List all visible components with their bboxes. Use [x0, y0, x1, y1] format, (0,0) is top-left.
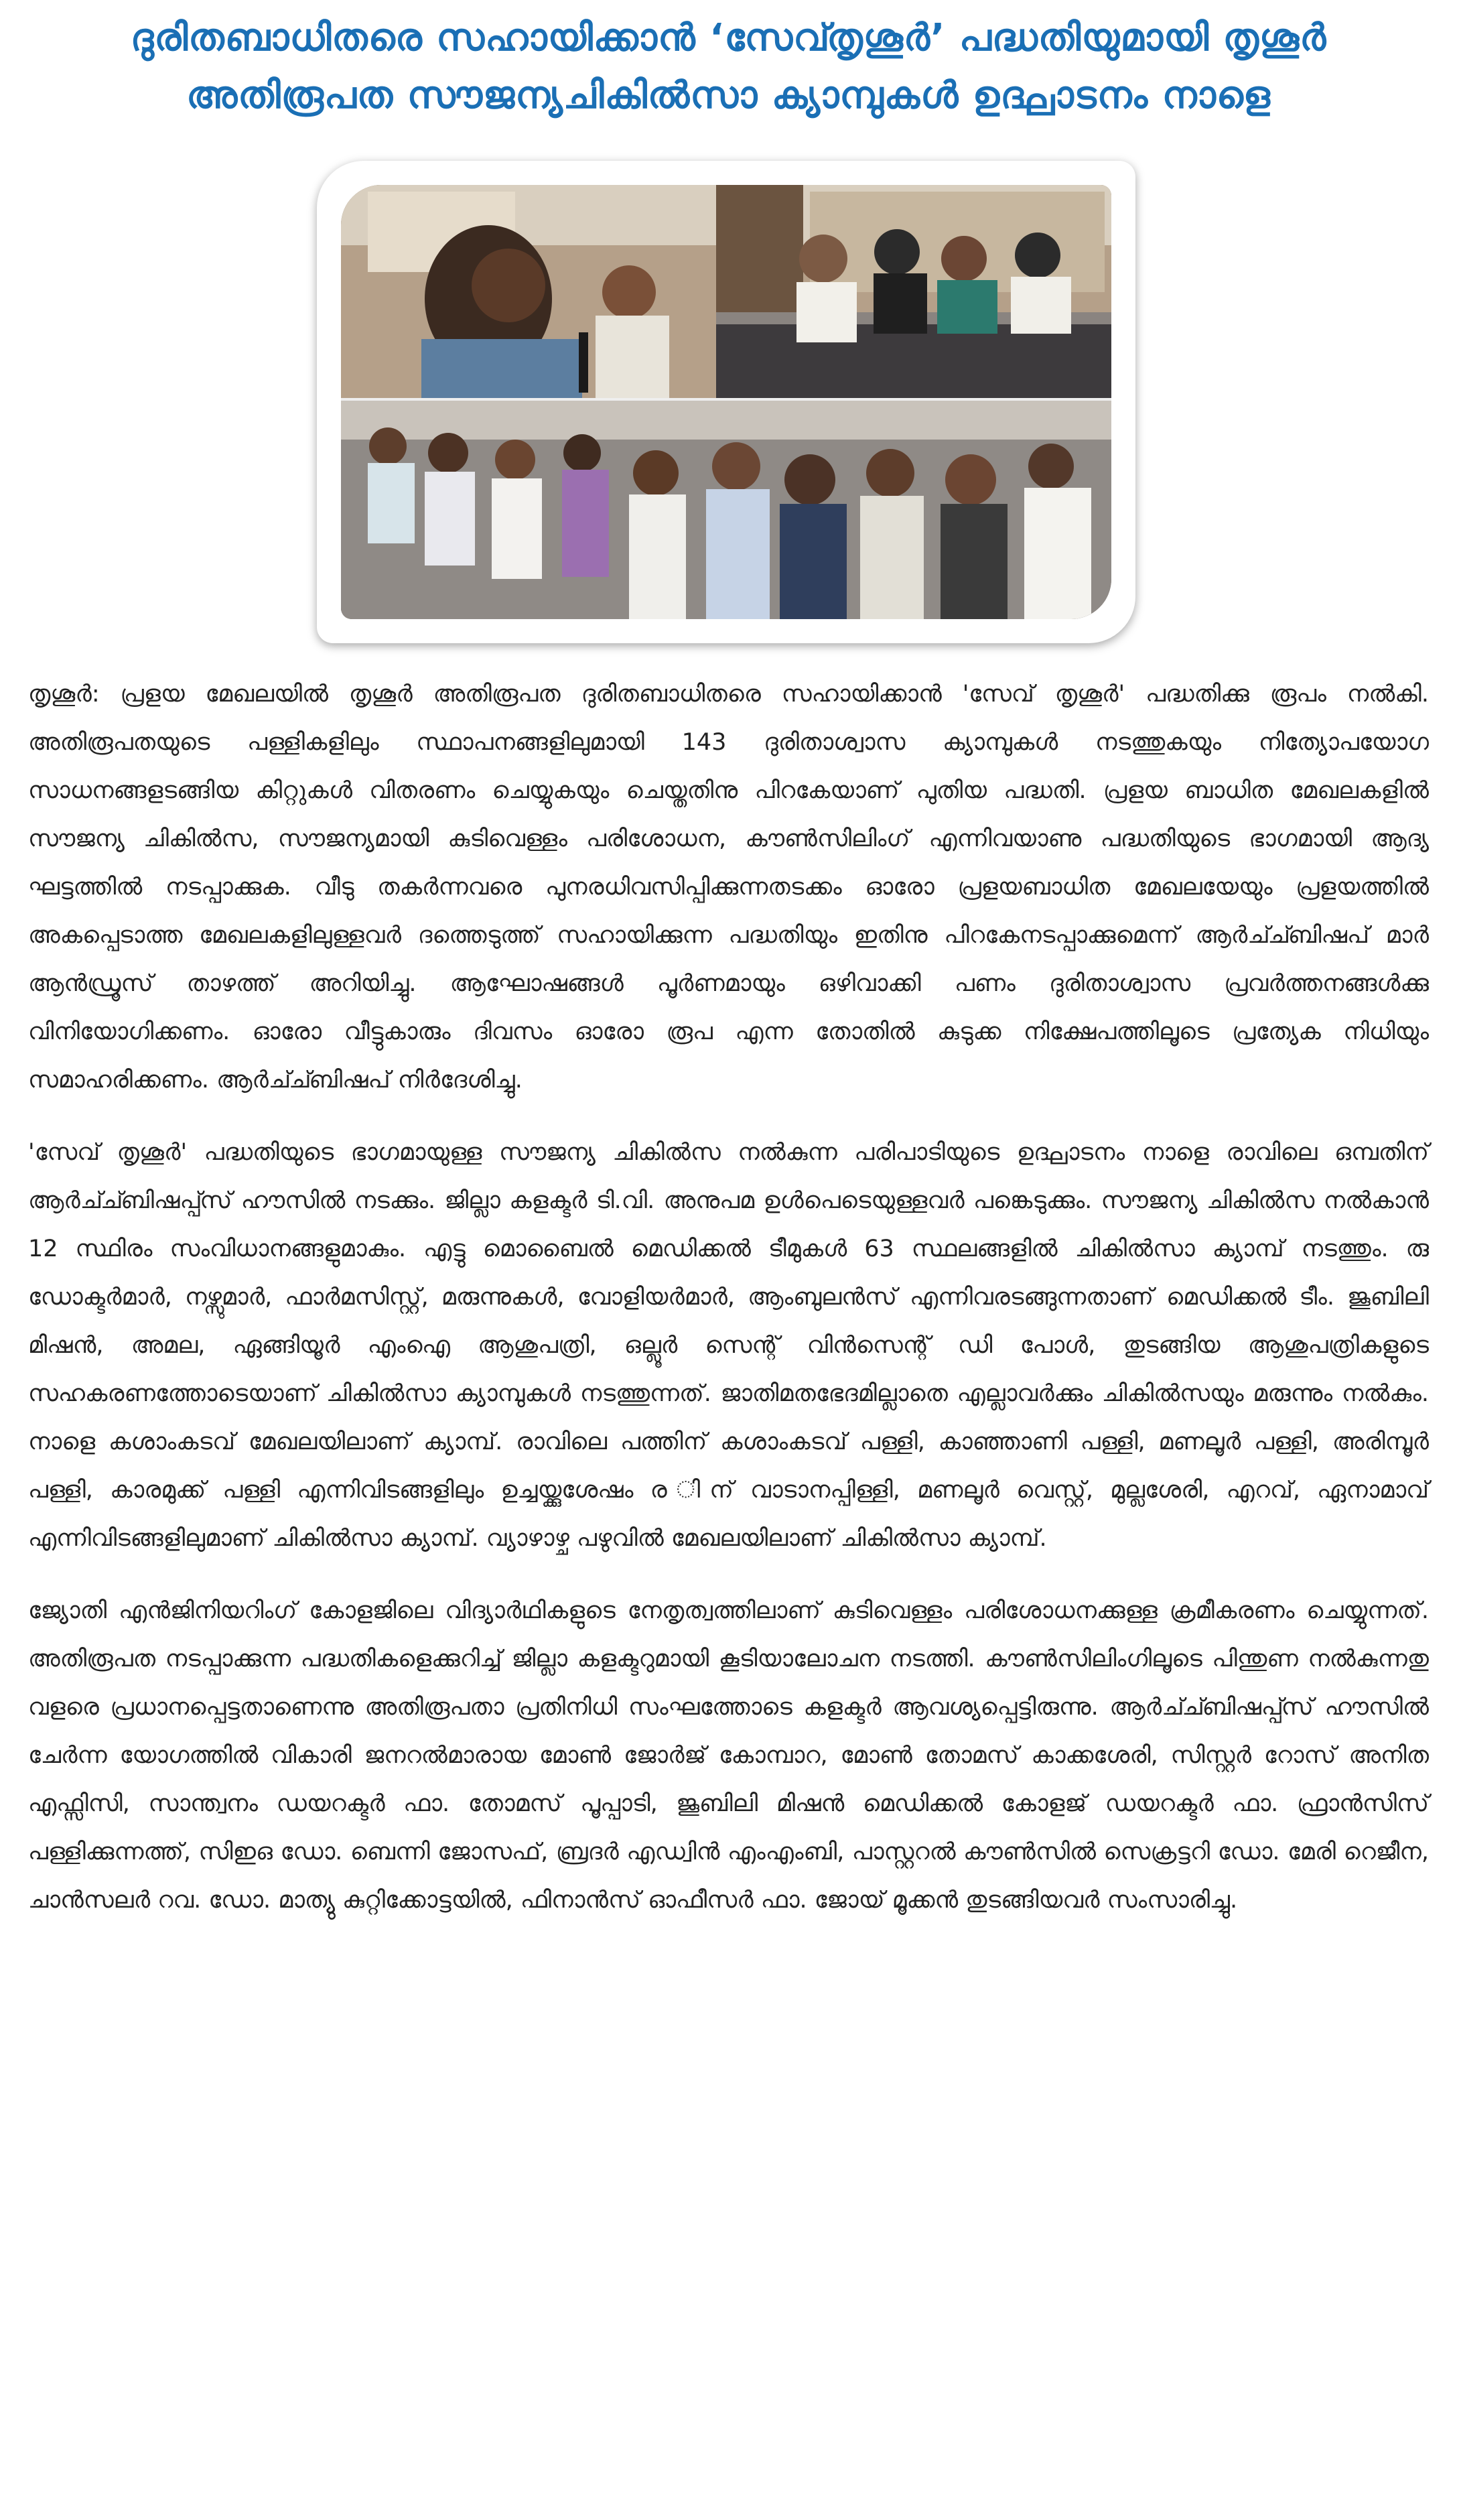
- headline: [28, 0, 1429, 125]
- paragraph-3: ജ്യോതി എന്‍ജിനിയറിംഗ് കോളജിലെ വിദ്യാര്‍ഥികളുടെ നേതൃത്വത്തിലാണ് കുടിവെള്ളം പരിശോധനക്കുള്ള ക്രമീകരണം ചെയ്യുന്നത്. അതിരൂപത നടപ്പാക്കുന്ന പദ്ധതികളെക്കുറിച്ച് ജില്ലാ കളക്ടറുമായി കൂടിയാലോചന നടത്തി. കൗണ്‍സിലിംഗിലൂടെ പിന്തുണ നല്‍കുന്നതു വളരെ പ്രധാനപ്പെട്ടതാണെന്നു അതിരൂപതാ പ്രതിനിധി സംഘത്തോടെ കളക്ടര്‍ ആവശ്യപ്പെട്ടിരുന്നു. ആര്‍ച്ച്ബിഷപ്പ്സ് ഹൗസില്‍ ചേര്‍ന്ന യോഗത്തില്‍ വികാരി ജനറല്‍മാരായ മോണ്‍ ജോര്‍ജ് കോമ്പാറ, മോണ്‍ തോമസ് കാക്കശേരി, സിസ്റ്റര്‍ റോസ് അനിത എഫ്സിസി, സാന്ത്വനം ഡയറക്ടര്‍ ഫാ. തോമസ് പൂപ്പാടി, ജൂബിലി മിഷന്‍ മെഡിക്കല്‍ കോളജ് ഡയറക്ടര്‍ ഫാ. ഫ്രാന്‍സിസ് പള്ളിക്കുന്നത്ത്, സിഇഒ ഡോ. ബെന്നി ജോസഫ്, ബ്രദര്‍ എഡ്വിന്‍ എംഎംബി, പാസ്റ്ററല്‍ കൗണ്‍സില്‍ സെക്രട്ടറി ഡോ. മേരി റെജീന, ചാന്‍സലര്‍ റവ. ഡോ. മാത്യു കുറ്റിക്കോട്ടയില്‍, ഫിനാന്‍സ് ഓഫീസര്‍ ഫാ. ജോയ് മൂക്കന്‍ തുടങ്ങിയവര്‍ സംസാരിച്ചു.: [28, 1597, 1429, 1914]
- paragraph-2: 'സേവ് തൃശൂര്‍' പദ്ധതിയുടെ ഭാഗമായുള്ള സൗജന്യ ചികില്‍സ നല്‍കുന്ന പരിപാടിയുടെ ഉദ്ഘാടനം നാളെ രാവിലെ ഒമ്പതിന് ആര്‍ച്ച്ബിഷപ്പ്സ് ഹൗസില്‍ നടക്കും. ജില്ലാ കളക്ടര്‍ ടി.വി. അനുപമ ഉള്‍പെടെയുള്ളവര്‍ പങ്കെടുക്കും. സൗജന്യ ചികില്‍സ നല്‍കാന്‍ 12 സ്ഥിരം സംവിധാനങ്ങളുമാകും. എട്ടു മൊബൈല്‍ മെഡിക്കല്‍ ടീമുകള്‍ 63 സ്ഥലങ്ങളില്‍ ചികില്‍സാ ക്യാമ്പ് നടത്തും. രു ഡോക്ടര്‍മാര്‍, നഴ്സുമാര്‍, ഫാര്‍മസിസ്റ്റ്, മരുന്നുകള്‍, വോളിയര്‍മാര്‍, ആംബുലന്‍സ് എന്നിവരടങ്ങുന്നതാണ് മെഡിക്കല്‍ ടീം. ജൂബിലി മിഷന്‍, അമല, ഏങ്ങിയൂര്‍ എംഐ ആശുപത്രി, ഒല്ലൂര്‍ സെന്റ് വിന്‍സെന്റ് ഡി പോള്‍, തുടങ്ങിയ ആശുപത്രികളുടെ സഹകരണത്തോടെയാണ് ചികില്‍സാ ക്യാമ്പുകള്‍ നടത്തുന്നത്. ജാതിമതഭേദമില്ലാതെ എല്ലാവര്‍ക്കും ചികില്‍സയും മരുന്നും നല്‍കും. നാളെ കശാംകടവ് മേഖലയിലാണ് ക്യാമ്പ്. രാവിലെ പത്തിന് കശാംകടവ് പള്ളി, കാഞ്ഞാണി പള്ളി, മണലൂര്‍ പള്ളി, അരിമ്പൂര്‍ പള്ളി, കാരമുക്ക് പള്ളി എന്നിവിടങ്ങളിലും ഉച്ചയ്ക്കുശേഷം ര ിന് വാടാനപ്പിള്ളി, മണലൂര്‍ വെസ്റ്റ്, മുല്ലശേരി, എറവ്, ഏനാമാവ് എന്നിവിടങ്ങളിലുമാണ് ചികില്‍സാ ക്യാമ്പ്. വ്യാഴാഴ്ച പഴുവില്‍ മേഖലയിലാണ് ചികില്‍സാ ക്യാമ്പ്.: [28, 1139, 1429, 1552]
- photo-frame: [317, 161, 1135, 643]
- headline-line-2: അതിരൂപത സൗജന്യചികില്‍സാ ക്യാമ്പുകള്‍ ഉദ്ഘാടനം നാളെ: [186, 74, 1271, 117]
- news-photo: [341, 185, 1111, 619]
- article-body: [28, 670, 1429, 1948]
- meeting-photo-illustration: [341, 185, 1111, 619]
- headline-line-1: ദുരിതബാധിതരെ സഹായിക്കാന്‍ ‘സേവ്തൃശൂര്‍’ പദ്ധതിയുമായി തൃശൂര്‍: [130, 16, 1327, 60]
- paragraph-1: തൃശൂര്‍: പ്രളയ മേഖലയില്‍ തൃശൂര്‍ അതിരൂപത ദുരിതബാധിതരെ സഹായിക്കാന്‍ 'സേവ് തൃശൂര്‍' പദ്ധതിക്കു രൂപം നല്‍കി. അതിരൂപതയുടെ പള്ളികളിലും സ്ഥാപനങ്ങളിലുമായി 143 ദുരിതാശ്വാസ ക്യാമ്പുകള്‍ നടത്തുകയും നിത്യോപയോഗ സാധനങ്ങളടങ്ങിയ കിറ്റുകള്‍ വിതരണം ചെയ്യുകയും ചെയ്തതിനു പിറകേയാണ് പുതിയ പദ്ധതി. പ്രളയ ബാധിത മേഖലകളില്‍ സൗജന്യ ചികില്‍സ, സൗജന്യമായി കുടിവെള്ളം പരിശോധന, കൗണ്‍സിലിംഗ് എന്നിവയാണു പദ്ധതിയുടെ ഭാഗമായി ആദ്യ ഘട്ടത്തില്‍ നടപ്പാക്കുക. വീടു തകര്‍ന്നവരെ പുനരധിവസിപ്പിക്കുന്നതടക്കം ഓരോ പ്രളയബാധിത മേഖലയേയും പ്രളയത്തില്‍ അകപ്പെടാത്ത മേഖലകളിലുള്ളവര്‍ ദത്തെടുത്ത് സഹായിക്കുന്ന പദ്ധതിയും ഇതിനു പിറകേനടപ്പാക്കുമെന്ന് ആര്‍ച്ച്ബിഷപ് മാര്‍ ആന്‍ഡ്രൂസ് താഴത്ത് അറിയിച്ചു. ആഘോഷങ്ങള്‍ പൂര്‍ണമായും ഒഴിവാക്കി പണം ദുരിതാശ്വാസ പ്രവര്‍ത്തനങ്ങള്‍ക്കു വിനിയോഗിക്കണം. ഓരോ വീട്ടുകാരും ദിവസം ഓരോ രൂപ എന്ന തോതില്‍ കുടുക്ക നിക്ഷേപത്തിലൂടെ പ്രത്യേക നിധിയും സമാഹരിക്കണം. ആര്‍ച്ച്ബിഷപ് നിര്‍ദേശിച്ചു.: [28, 681, 1429, 1093]
